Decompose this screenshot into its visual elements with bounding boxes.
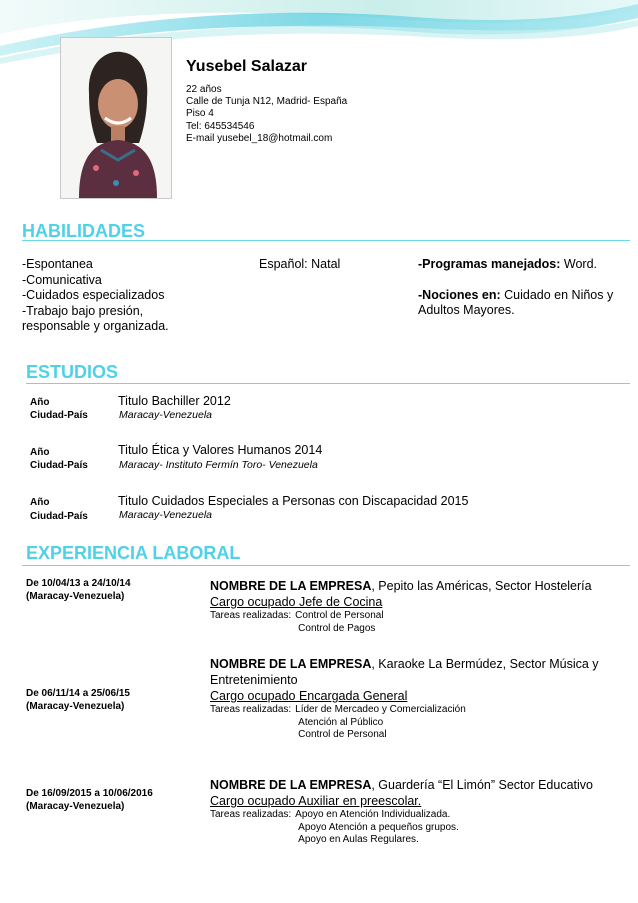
task-item: Control de Personal bbox=[298, 729, 387, 740]
company-line bbox=[210, 777, 630, 793]
address-text: Calle de Tunja N12, Madrid- España bbox=[186, 96, 348, 108]
company-name: , Pepito las Américas, Sector Hostelería bbox=[371, 579, 592, 593]
programs-label: -Programas manejados: bbox=[418, 257, 561, 271]
habilidades-divider bbox=[22, 240, 630, 241]
task-item: Control de Personal bbox=[295, 610, 384, 621]
portrait-image bbox=[61, 38, 171, 198]
trait-item: -Trabajo bajo presión, bbox=[22, 303, 144, 318]
task-item: Líder de Mercadeo y Comercialización bbox=[295, 704, 466, 715]
company-label: NOMBRE DE LA EMPRESA bbox=[210, 579, 372, 593]
job-entry bbox=[210, 777, 630, 847]
company-name: , Karaoke La Bermúdez, Sector Música y Entretenimiento bbox=[210, 657, 599, 687]
job-period bbox=[26, 688, 130, 713]
place-label: Ciudad-País bbox=[30, 511, 88, 522]
notions-label: -Nociones en: bbox=[418, 287, 501, 302]
study-place: Maracay- Instituto Fermín Toro- Venezuela bbox=[119, 459, 318, 471]
trait-item: responsable y organizada. bbox=[22, 319, 169, 333]
experiencia-heading: EXPERIENCIA LABORAL bbox=[26, 543, 241, 563]
task-item: Apoyo en Atención Individualizada. bbox=[295, 809, 451, 820]
job-position: Cargo ocupado Encargada General bbox=[210, 689, 408, 703]
floor-text: Piso 4 bbox=[186, 108, 214, 120]
company-label: NOMBRE DE LA EMPRESA bbox=[210, 778, 372, 792]
job-dates: De 16/09/2015 a 10/06/2016 bbox=[26, 788, 153, 799]
tasks-block bbox=[210, 704, 630, 742]
study-title: Titulo Cuidados Especiales a Personas con Discapacidad 2015 bbox=[118, 494, 469, 508]
job-period bbox=[26, 578, 131, 603]
job-location: (Maracay-Venezuela) bbox=[26, 590, 125, 602]
year-label: Año bbox=[30, 397, 50, 408]
trait-item: -Espontanea bbox=[22, 257, 93, 271]
profile-photo bbox=[60, 37, 172, 199]
place-label: Ciudad-País bbox=[30, 460, 88, 471]
task-item: Atención al Público bbox=[298, 716, 384, 728]
tasks-label: Tareas realizadas: bbox=[210, 704, 292, 715]
task-item: Apoyo en Aulas Regulares. bbox=[298, 834, 419, 845]
company-line bbox=[210, 578, 630, 594]
traits-list bbox=[22, 257, 222, 335]
job-position: Cargo ocupado Jefe de Cocina bbox=[210, 595, 383, 609]
company-name: , Guardería “El Limón” Sector Educativo bbox=[371, 778, 593, 792]
programs-line bbox=[418, 257, 630, 273]
programs-block bbox=[418, 257, 630, 319]
place-label: Ciudad-País bbox=[30, 410, 88, 421]
estudios-divider bbox=[26, 383, 630, 384]
tasks-block bbox=[210, 610, 630, 635]
tasks-label: Tareas realizadas: bbox=[210, 610, 292, 621]
tasks-label: Tareas realizadas: bbox=[210, 809, 292, 820]
company-label: NOMBRE DE LA EMPRESA bbox=[210, 657, 372, 671]
task-item: Control de Pagos bbox=[298, 622, 376, 634]
task-item: Apoyo Atención a pequeños grupos. bbox=[298, 821, 459, 833]
contact-block bbox=[186, 84, 347, 145]
programs-value: Word. bbox=[560, 257, 598, 271]
job-entry bbox=[210, 656, 630, 742]
experiencia-divider bbox=[22, 565, 630, 566]
job-location: (Maracay-Venezuela) bbox=[26, 700, 125, 712]
year-label: Año bbox=[30, 447, 50, 458]
study-title: Titulo Ética y Valores Humanos 2014 bbox=[118, 443, 323, 457]
job-position: Cargo ocupado Auxiliar en preescolar. bbox=[210, 794, 422, 808]
email-text: E-mail yusebel_18@hotmail.com bbox=[186, 132, 333, 144]
year-label: Año bbox=[30, 497, 50, 508]
study-place: Maracay-Venezuela bbox=[119, 509, 212, 521]
job-location: (Maracay-Venezuela) bbox=[26, 800, 125, 812]
study-place: Maracay-Venezuela bbox=[119, 409, 212, 421]
trait-item: -Cuidados especializados bbox=[22, 288, 165, 302]
study-title: Titulo Bachiller 2012 bbox=[118, 394, 231, 408]
trait-item: -Comunicativa bbox=[22, 272, 102, 287]
tasks-list bbox=[295, 809, 459, 847]
job-entry bbox=[210, 578, 630, 635]
candidate-name: Yusebel Salazar bbox=[186, 58, 307, 75]
notions-value: Cuidado en Niños y Adultos Mayores. bbox=[418, 287, 614, 317]
tasks-block bbox=[210, 809, 630, 847]
habilidades-heading: HABILIDADES bbox=[22, 221, 146, 241]
notions-line bbox=[418, 288, 630, 319]
job-dates: De 10/04/13 a 24/10/14 bbox=[26, 578, 131, 589]
job-dates: De 06/11/14 a 25/06/15 bbox=[26, 688, 130, 699]
age-text: 22 años bbox=[186, 84, 222, 95]
language-text: Español: Natal bbox=[259, 257, 341, 271]
tasks-list bbox=[295, 610, 383, 635]
company-line bbox=[210, 656, 630, 688]
phone-text: Tel: 645534546 bbox=[186, 120, 255, 132]
tasks-list bbox=[295, 704, 466, 742]
job-period bbox=[26, 788, 153, 813]
estudios-heading: ESTUDIOS bbox=[26, 362, 119, 382]
